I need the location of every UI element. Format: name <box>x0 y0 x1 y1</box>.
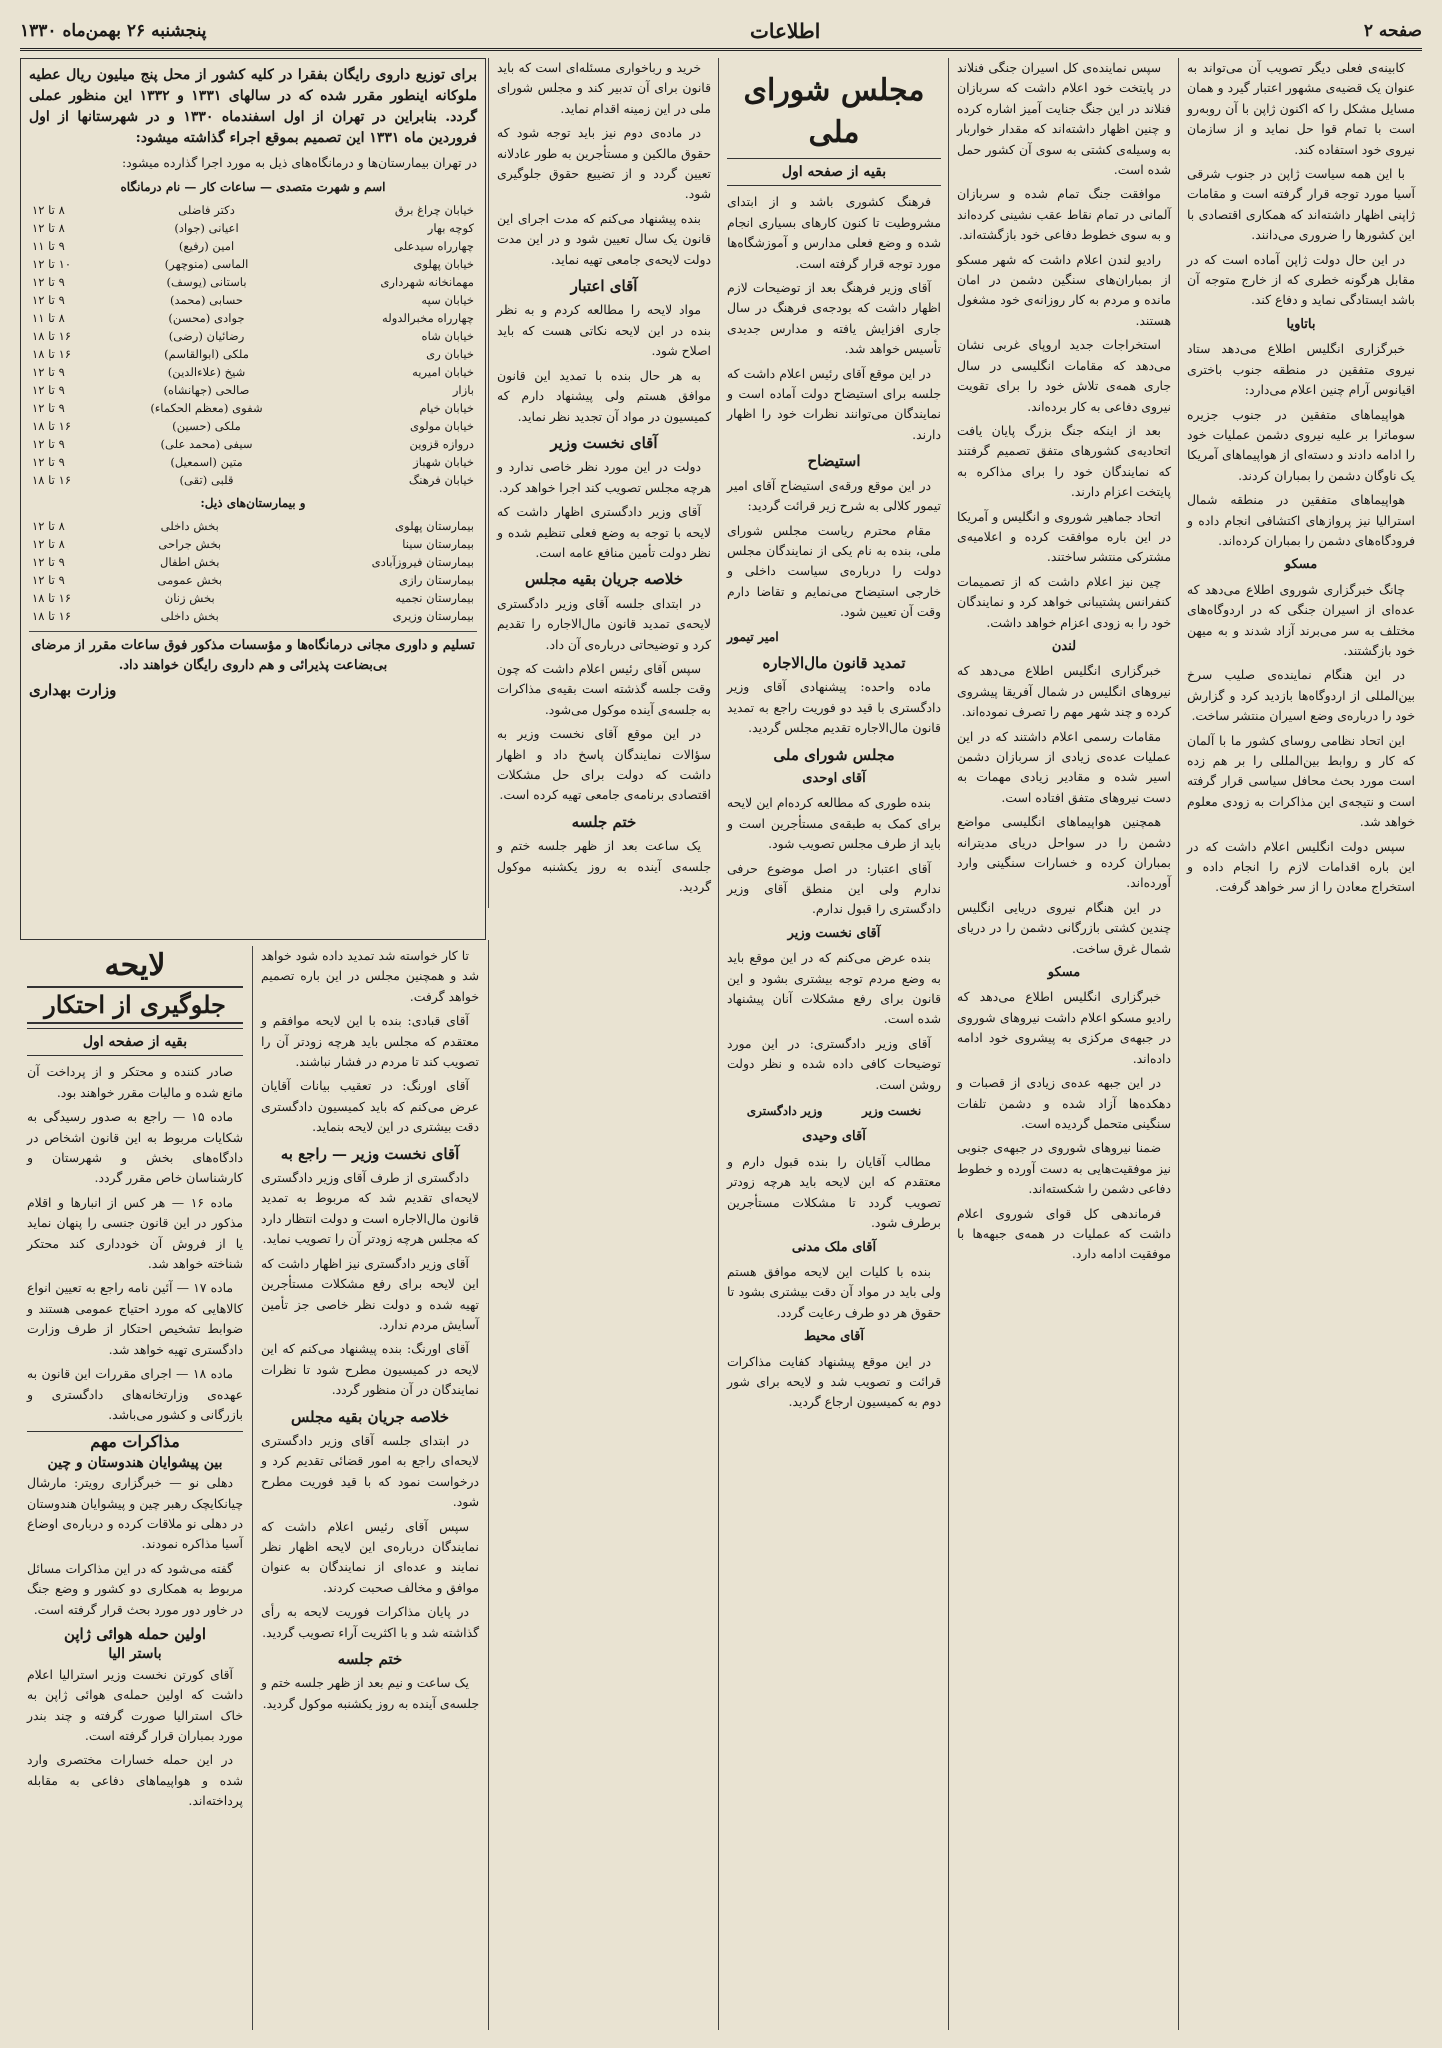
table-cell-name: بخش اطفال <box>160 555 220 569</box>
table-cell-hours: ۹ تا ۱۲ <box>32 365 65 379</box>
table-row <box>29 517 477 535</box>
table-cell-name: شفوی (معظم الحکماء) <box>150 401 263 415</box>
table-cell-hours: ۱۶ تا ۱۸ <box>32 419 72 433</box>
notice-intro: برای توزیع داروی رایگان بفقرا در کلیه کشور از محل پنج میلیون ریال عطیه ملوکانه اینطور مقرر شده که در سالهای ۱۳۳۱ و ۱۳۳۲ این منظور عملی گردد. بنابراین در تهران از اول اسفندماه ۱۳۳۰ و در شهرستانها از اول فروردین ماه ۱۳۳۱ این تصمیم بموقع اجراء گذاشته میشود: <box>29 67 478 146</box>
article-paragraph: در ماده‌ی دوم نیز باید توجه شود که حقوق مالکین و مستأجرین به طور عادلانه تعیین گردد و از تضییع حقوق جلوگیری شود. <box>497 125 711 202</box>
table-cell-place: خیابان شهباز <box>413 455 474 469</box>
article-paragraph: در ابتدای جلسه آقای وزیر دادگستری لایحه‌ای راجع به امور قضائی تقدیم کرد و درخواست نمود که با قید فوریت مطرح شود. <box>261 1432 479 1510</box>
table-cell-hours: ۸ تا ۱۲ <box>32 221 65 235</box>
speaker-heading: آقای محیط <box>803 1329 865 1345</box>
article-paragraph: در پایان مذاکرات فوریت لایحه به رأی گذاشته شد و با اکثریت آراء تصویب گردید. <box>261 1604 479 1640</box>
table-cell-hours: ۱۶ تا ۱۸ <box>32 473 72 487</box>
article-paragraph: خبرگزاری انگلیس اطلاع می‌دهد ستاد نیروی متفقین در منطقه جنوب باختری اقیانوس آرام چنین اعلام می‌دارد: <box>1187 341 1415 398</box>
table-cell-place: بازار <box>452 383 474 397</box>
article-paragraph: سپس نماینده‌ی کل اسیران جنگی فنلاند در پایتخت خود اعلام داشت که سربازان فنلاند در این جنگ جنایت آمیز اشاره کرده و چنین اظهار داشته‌اند که مقدار خواربار به وسیله‌ی کشتی به سوی آن کشور حمل شده است. <box>957 60 1171 178</box>
article-paragraph: چانگ خبرگزاری شوروی اطلاع می‌دهد که عده‌ای از اسیران جنگی که در اردوگاه‌های مختلف به سر می‌برند آزاد شدند و به میهن خود بازگشتند. <box>1187 581 1415 658</box>
table-row <box>29 535 477 553</box>
table-cell-hours: ۹ تا ۱۲ <box>32 401 65 415</box>
notice-note: در تهران بیمارستان‌ها و درمانگاه‌های ذیل به مورد اجرا گذارده میشود: <box>121 155 477 170</box>
column-world-news-2 <box>950 58 1178 2030</box>
column-world-news-1 <box>1180 58 1422 2030</box>
article-paragraph: آقای وزیر دادگستری: در این مورد توضیحات کافی داده شده و نظر دولت روشن است. <box>727 1035 941 1092</box>
article-paragraph: خبرگزاری انگلیس اطلاع می‌دهد که رادیو مسکو اعلام داشت نیروهای شوروی در جبهه‌ی مرکزی به پیشروی خود ادامه داده‌اند. <box>957 989 1171 1066</box>
table-cell-hours: ۱۶ تا ۱۸ <box>32 609 72 623</box>
table-cell-hours: ۸ تا ۱۲ <box>32 537 65 551</box>
dateline-heading: مسکو <box>1047 965 1081 981</box>
section-heading: ختم جلسه <box>337 1650 403 1668</box>
table-cell-name: حسابی (محمد) <box>169 293 244 307</box>
article-paragraph: گفته می‌شود که در این مذاکرات مسائل مربوط به همکاری دو کشور و وضع جنگ در خاور دور مورد بحث قرار گرفته است. <box>27 1560 243 1617</box>
article-paragraph: هواپیماهای متفقین در جنوب جزیره سوماترا بر علیه نیروی دشمن عملیات خود را ادامه دادند و دسته‌ای از هواپیماهای آمریکا یک ناوگان دشمن را بمباران کردند. <box>1187 406 1415 483</box>
table-cell-place: خیابان ری <box>426 347 474 361</box>
table-cell-hours: ۱۰ تا ۱۲ <box>32 257 72 271</box>
table-cell-name: امین (رفیع) <box>178 239 235 253</box>
table-cell-hours: ۸ تا ۱۲ <box>32 203 65 217</box>
table-cell-hours: ۱۶ تا ۱۸ <box>32 347 72 361</box>
article-paragraph: مطالب آقایان را بنده قبول دارم و معتقدم که این لایحه باید هرچه زودتر تصویب گردد تا مشکلات مستأجرین برطرف شود. <box>727 1153 941 1231</box>
table-cell-place: بیمارستان رازی <box>399 573 474 587</box>
article-paragraph: دولت در این مورد نظر خاصی ندارد و هرچه مجلس تصویب کند اجرا خواهد کرد. <box>497 459 711 495</box>
signature: نخست وزیر <box>861 1104 922 1119</box>
article-paragraph: چین نیز اعلام داشت که از تصمیمات کنفرانس پشتیبانی خواهد کرد و نمایندگان خود را به زودی اعزام خواهد داشت. <box>957 573 1171 630</box>
table-row <box>29 453 477 471</box>
article-paragraph: مواد لایحه را مطالعه کردم و به نظر بنده در این لایحه نکاتی هست که باید اصلاح شود. <box>497 302 711 359</box>
table-cell-place: خیابان خیام <box>419 401 474 415</box>
column-majlis <box>720 58 948 2030</box>
section-heading: خلاصه جریان بقیه مجلس <box>524 570 684 589</box>
article-paragraph: در این حمله خسارات مختصری وارد شده و هواپیماهای دفاعی به مقابله پرداخته‌اند. <box>27 1752 243 1809</box>
article-paragraph: در این موقع پیشنهاد کفایت مذاکرات قرائت و تصویب شد و لایحه برای شور دوم به کمیسیون ارجاع گردید. <box>727 1353 941 1410</box>
table-cell-hours: ۱۶ تا ۱۸ <box>32 329 72 343</box>
dateline-heading: مسکو <box>1284 557 1318 573</box>
column-rule <box>252 946 253 2030</box>
news-headline: مذاکرات مهم <box>27 1431 243 1452</box>
column-majlis-summary <box>254 946 486 2030</box>
news-subheadline: باستر الیا <box>108 1646 162 1663</box>
article-paragraph: بنده با کلیات این لایحه موافق هستم ولی باید در مواد آن دقت بیشتری بشود تا حقوق هر دو طرف رعایت گردد. <box>727 1263 941 1320</box>
article-paragraph: فرماندهی کل قوای شوروی اعلام داشت که عملیات در همه‌ی جبهه‌ها با موفقیت ادامه دارد. <box>957 1205 1171 1262</box>
table-row <box>29 237 477 255</box>
table-cell-name: ملکی (ابوالقاسم) <box>164 347 249 361</box>
article-paragraph: یک ساعت بعد از ظهر جلسه ختم و جلسه‌ی آینده به روز یکشنبه موکول گردید. <box>497 838 711 895</box>
table-cell-name: بخش زنان <box>164 591 215 605</box>
speaker-heading: آقای وحیدی <box>802 1129 866 1145</box>
section-heading: استیضاح <box>807 452 861 471</box>
article-paragraph: خرید و رباخواری مسئله‌ای است که باید قانون برای آن تدبیر کند و مجلس شورای ملی در این زمینه اقدام نماید. <box>497 60 711 116</box>
table-row <box>29 255 477 273</box>
table-cell-hours: ۸ تا ۱۱ <box>32 311 65 325</box>
paper-name: اطلاعات <box>750 19 821 43</box>
table-row <box>29 399 477 417</box>
article-paragraph: در این هنگام نیروی دریایی انگلیس چندین کشتی بازرگانی دشمن را در دریای شمال غرق ساخت. <box>957 899 1171 956</box>
article-paragraph: فرهنگ کشوری باشد و از ابتدای مشروطیت تا کنون کارهای بسیاری انجام شده و وضع فعلی مدارس و آموزشگاه‌ها مورد توجه قرار گرفته است. <box>727 194 941 271</box>
column-majlis-cont <box>490 58 718 2030</box>
table-cell-name: رضائیان (رضی) <box>168 329 245 343</box>
table-cell-place: خیابان شاه <box>421 329 474 343</box>
table-cell-place: بیمارستان نجمیه <box>395 591 474 605</box>
article-paragraph: در این جبهه عده‌ی زیادی از قصبات و دهکده‌ها آزاد شده و دشمن تلفات سنگینی متحمل گردیده است. <box>957 1075 1171 1131</box>
table-row <box>29 435 477 453</box>
article-paragraph: ماده ۱۷ — آئین نامه راجع به تعیین انواع کالاهایی که مورد احتیاج عمومی هستند و ضوابط تشخیص احتکار از طرف وزارت دادگستری تهیه خواهد شد. <box>27 1280 243 1357</box>
section-heading: خلاصه جریان بقیه مجلس <box>290 1407 450 1426</box>
table-cell-place: خیابان مولوی <box>410 419 474 433</box>
article-paragraph: بنده طوری که مطالعه کرده‌ام این لایحه برای کمک به طبقه‌ی مستأجرین است و باید از طرف مجلس تصویب شود. <box>727 795 941 852</box>
signature: وزیر دادگستری <box>746 1104 823 1119</box>
article-paragraph: کابینه‌ی فعلی دیگر تصویب آن می‌تواند به عنوان یک قضیه‌ی مشهور اعتبار گیرد و همان مسایل مشکل را که اکنون ژاپن با آن روبه‌رو است با تمام قوا حل نماید و از سازمان نیروی خود استفاده کند. <box>1187 60 1415 157</box>
majlis-headline: مجلس شورای ملی <box>743 73 925 150</box>
table-cell-place: چهارراه مخبرالدوله <box>382 311 474 325</box>
article-paragraph: به هر حال بنده با تمدید این قانون موافق هستم ولی پیشنهاد دارم که کمیسیون در مواد آن تجدید نظر نماید. <box>497 367 711 424</box>
article-paragraph: ماده ۱۶ — هر کس از انبارها و اقلام مذکور در این قانون جنسی را پنهان نماید یا از فروش آن خودداری کند محتکر شناخته خواهد شد. <box>27 1194 243 1272</box>
article-paragraph: مقام محترم ریاست مجلس شورای ملی، بنده به نام یکی از نمایندگان مجلس دولت را درباره‌ی سیاست داخلی و خارجی استیضاح می‌نمایم و تقاضا دارم وقت آن تعیین شود. <box>727 522 941 620</box>
masthead <box>20 14 1422 51</box>
speaker-heading: آقای نخست وزیر <box>787 925 881 941</box>
article-paragraph: آقای وزیر دادگستری نیز اظهار داشت که این لایحه برای رفع مشکلات مستأجرین تهیه شده و دولت نظر خاصی جز تأمین آسایش مردم ندارد. <box>261 1255 479 1332</box>
article-paragraph: بعد از اینکه جنگ بزرگ پایان یافت اتحادیه‌ی کشورهای متفق تصمیم گرفتند که نمایندگان خود را برای مذاکره به پایتخت اعزام دارند. <box>957 422 1171 500</box>
page-number: صفحه ۲ <box>1363 21 1422 41</box>
clinic-table <box>29 201 477 489</box>
bill-headline: جلوگیری از احتکار <box>27 986 243 1024</box>
dateline-heading: باتاویا <box>1286 316 1316 332</box>
article-paragraph: این اتحاد نظامی روسای کشور ما با آلمان که کار و روابط بین‌المللی را بر هم زده است مورد بحث محافل سیاسی قرار گرفته است و نتیجه‌ی این مذاکرات به زودی معلوم خواهد شد. <box>1187 732 1415 830</box>
table-row <box>29 327 477 345</box>
article-paragraph: آقای وزیر دادگستری اظهار داشت که لایحه با توجه به وضع فعلی تنظیم شده و نظر دولت تأمین منافع عامه است. <box>497 504 711 560</box>
article-paragraph: یک ساعت و نیم بعد از ظهر جلسه ختم و جلسه‌ی آینده به روز یکشنبه موکول گردید. <box>261 1675 479 1711</box>
table-cell-hours: ۹ تا ۱۲ <box>32 275 65 289</box>
column-rule <box>488 940 489 2030</box>
table-cell-name: بخش داخلی <box>160 609 219 623</box>
table-cell-hours: ۹ تا ۱۲ <box>32 293 65 307</box>
table-cell-place: بیمارستان وزیری <box>392 609 474 623</box>
article-paragraph: در این موقع ورقه‌ی استیضاح آقای امیر تیمور کلالی به شرح زیر قرائت گردید: <box>727 477 941 514</box>
table-cell-hours: ۸ تا ۱۲ <box>32 519 65 533</box>
table-cell-place: خیابان چراغ برق <box>394 203 474 217</box>
table-cell-hours: ۹ تا ۱۲ <box>32 383 65 397</box>
article-paragraph: همچنین هواپیماهای انگلیسی مواضع دشمن را در سواحل دریای مدیترانه بمباران کرده و خسارات سنگینی وارد آورده‌اند. <box>957 814 1171 891</box>
dateline-heading: لندن <box>1051 638 1077 654</box>
table-cell-place: خیابان پهلوی <box>413 257 474 271</box>
table-cell-hours: ۹ تا ۱۲ <box>32 437 65 451</box>
table-cell-place: خیابان امیریه <box>412 365 474 379</box>
table-cell-hours: ۱۶ تا ۱۸ <box>32 591 72 605</box>
article-paragraph: بنده پیشنهاد می‌کنم که مدت اجرای این قانون یک سال تعیین شود و در این مدت دولت لایحه‌ی جامعی تهیه نماید. <box>497 210 711 267</box>
article-paragraph: آقای وزیر فرهنگ بعد از توضیحات لازم اظهار داشت که بودجه‌ی فرهنگ در سال جاری افزایش یافته و مدارس جدیدی تأسیس خواهد شد. <box>727 280 941 357</box>
notice-table-header: اسم و شهرت متصدی — ساعات کار — نام درمانگاه <box>120 180 386 194</box>
article-paragraph: آقای اورنگ: در تعقیب بیانات آقایان عرض می‌کنم که باید کمیسیون دادگستری دقت بیشتری در این لایحه بنماید. <box>261 1078 479 1135</box>
table-cell-name: الماسی (منوچهر) <box>164 257 249 271</box>
article-paragraph: در این هنگام نماینده‌ی صلیب سرخ بین‌المللی از اردوگاه‌ها بازدید کرد و گزارش خود را درباره‌ی وضع اسیران منتشر ساخت. <box>1187 667 1415 724</box>
signature: امیر تیمور <box>727 628 779 644</box>
table-row <box>29 471 477 489</box>
article-paragraph: ماده ۱۵ — راجع به صدور رسیدگی به شکایات مربوط به این قانون اشخاص در دادگاه‌های بخش و شهرستان و کارشناسان خاص مقرر گردد. <box>27 1109 243 1186</box>
table-row <box>29 607 477 625</box>
column-rule <box>948 58 949 2030</box>
article-paragraph: سپس دولت انگلیس اعلام داشت که در این باره اقدامات لازم را انجام داده و استخراج معادن را از سر خواهد گرفت. <box>1187 838 1415 895</box>
table-cell-name: صالحی (جهانشاه) <box>163 383 250 397</box>
table-cell-place: چهارراه سیدعلی <box>394 239 474 253</box>
article-paragraph: خبرگزاری انگلیس اطلاع می‌دهد که نیروهای انگلیس در شمال آفریقا پیشروی کرده و چند شهر مهم را تصرف نموده‌اند. <box>957 663 1171 720</box>
article-paragraph: آقای قبادی: بنده با این لایحه موافقم و معتقدم که مجلس باید هرچه زودتر آن را تصویب کند تا مردم در فشار نباشند. <box>261 1013 479 1070</box>
table-cell-name: قلبی (تقی) <box>179 473 234 487</box>
notice-footer: تسلیم و داوری مجانی درمانگاه‌ها و مؤسسات مذکور فوق ساعات مقرر از مرضای بی‌بضاعت پذیرائی و هم داروی رایگان خواهند داد. <box>29 631 477 676</box>
bill-title: لایحه <box>104 948 166 983</box>
table-cell-place: بیمارستان سینا <box>402 537 474 551</box>
table-cell-place: کوچه بهار <box>427 221 474 235</box>
news-headline: اولین حمله هوائی ژاپن <box>63 1624 207 1643</box>
section-heading: مجلس شورای ملی <box>773 745 895 764</box>
table-row <box>29 309 477 327</box>
hospital-table <box>29 517 477 625</box>
article-paragraph: مقامات رسمی اعلام داشتند که در این عملیات عده‌ی زیادی از سربازان دشمن اسیر شده و مقادیر زیادی مهمات به دست نیروهای متفق افتاده است. <box>957 728 1171 805</box>
continued-from-label: بقیه از صفحه اول <box>27 1028 243 1056</box>
column-hoarding-bill <box>20 946 250 2030</box>
notice-signoff: وزارت بهداری <box>29 681 117 699</box>
article-paragraph: در این موقع آقای رئیس اعلام داشت که جلسه برای استیضاح دولت آماده است و نمایندگان می‌توانند نظرات خود را اظهار دارند. <box>727 365 941 442</box>
article-paragraph: رادیو لندن اعلام داشت که شهر مسکو از بمباران‌های سنگین دشمن در امان مانده و مردم به کار روزانه‌ی خود مشغول هستند. <box>957 251 1171 328</box>
article-paragraph: سپس آقای رئیس اعلام داشت که چون وقت جلسه گذشته است بقیه‌ی مذاکرات به جلسه‌ی آینده موکول می‌شود. <box>497 660 711 717</box>
speaker-heading: آقای نخست وزیر — راجع به <box>280 1144 460 1163</box>
article-paragraph: اتحاد جماهیر شوروی و انگلیس و آمریکا در این باره موافقت کرده و اعلامیه‌ی مشترکی منتشر ساختند. <box>957 508 1171 565</box>
article-paragraph: بنده عرض می‌کنم که در این موقع باید به وضع مردم توجه بیشتری بشود و این قانون برای رفع مشکلات آنان پیشنهاد شده است. <box>727 950 941 1027</box>
table-cell-name: سیفی (محمد علی) <box>160 437 253 451</box>
column-rule <box>718 58 719 2030</box>
table-row <box>29 417 477 435</box>
table-cell-name: اعیانی (جواد) <box>174 221 239 235</box>
table-row <box>29 553 477 571</box>
section-heading: تمدید قانون مال‌الاجاره <box>762 653 906 672</box>
article-paragraph: در این حال دولت ژاپن آماده است که در مقابل هرگونه خطری که از خارج متوجه آن باشد ایستادگی نماید و دفاع کند. <box>1187 251 1415 308</box>
article-paragraph: هواپیماهای متفقین در منطقه شمال استرالیا نیز پروازهای اکتشافی انجام داده و فرودگاه‌های دشمن را بمباران کرده‌اند. <box>1187 492 1415 548</box>
table-cell-place: خیابان سپه <box>421 293 474 307</box>
article-paragraph: استخراجات جدید اروپای غربی نشان می‌دهد که مقامات انگلیسی در سال جاری همه‌ی تلاش خود را برای تقویت نیروی دفاعی به کار برده‌اند. <box>957 337 1171 414</box>
signature-row <box>727 1101 941 1121</box>
table-cell-name: متین (اسمعیل) <box>170 455 243 469</box>
table-row <box>29 381 477 399</box>
speaker-heading: آقای نخست وزیر <box>550 433 658 452</box>
article-paragraph: تا کار خواسته شد تمدید داده شود خواهد شد و همچنین مجلس در این باره تصمیم خواهد گرفت. <box>261 948 479 1004</box>
table-cell-place: بیمارستان فیروزآبادی <box>371 555 474 569</box>
article-paragraph: در این موقع آقای نخست وزیر به سؤالات نمایندگان پاسخ داد و اظهار داشت که دولت برای حل مشکلات اقتصادی برنامه‌ی جامعی تهیه کرده است. <box>497 726 711 803</box>
table-cell-place: خیابان فرهنگ <box>408 473 474 487</box>
article-paragraph: در ابتدای جلسه آقای وزیر دادگستری لایحه‌ی تمدید قانون مال‌الاجاره را تقدیم کرد و توضیحاتی درباره‌ی آن داد. <box>497 595 711 652</box>
table-row <box>29 589 477 607</box>
article-paragraph: آقای اورنگ: بنده پیشنهاد می‌کنم که این لایحه در کمیسیون مطرح شود تا نظرات نمایندگان در آن منظور گردد. <box>261 1341 479 1398</box>
news-subheadline: بین پیشوایان هندوستان و چین <box>47 1454 223 1471</box>
table-cell-name: شیخ (علاءالدین) <box>167 365 246 379</box>
table-cell-name: بخش جراحی <box>158 537 222 551</box>
speaker-heading: آقای ملک مدنی <box>791 1239 877 1255</box>
article-paragraph: با این همه سیاست ژاپن در جنوب شرقی آسیا مورد توجه قرار گرفته است و مقامات ژاپنی اظهار داشته‌اند که همکاری اقتصادی با این کشورها را ضروری می‌دانند. <box>1187 166 1415 243</box>
table-row <box>29 273 477 291</box>
table-cell-name: باستانی (یوسف) <box>166 275 247 289</box>
table-cell-name: جوادی (محسن) <box>168 311 245 325</box>
continued-from-label: بقیه از صفحه اول <box>727 158 941 186</box>
article-paragraph: ماده ۱۸ — اجرای مقررات این قانون به عهده‌ی وزارتخانه‌های دادگستری و بازرگانی و کشور می‌باشد. <box>27 1366 243 1422</box>
table-row <box>29 201 477 219</box>
speaker-heading: آقای اعتبار <box>570 277 638 296</box>
article-paragraph: موافقت جنگ تمام شده و سربازان آلمانی در تمام نقاط عقب نشینی کرده‌اند و به سوی خطوط دفاعی خود بازگشته‌اند. <box>957 186 1171 243</box>
table-cell-place: مهمانخانه شهرداری <box>380 275 474 289</box>
medicine-distribution-notice <box>20 58 486 940</box>
article-paragraph: صادر کننده و محتکر و از پرداخت آن مانع شده و مالیات مقرر خواهند بود. <box>27 1064 243 1100</box>
article-paragraph: ضمنا نیروهای شوروی در جبهه‌ی جنوبی نیز موفقیت‌هایی به دست آورده و خطوط دفاعی دشمن را شکسته‌اند. <box>957 1140 1171 1197</box>
table-cell-name: دکتر فاضلی <box>178 203 235 217</box>
table-row <box>29 571 477 589</box>
speaker-heading: آقای اوحدی <box>802 770 866 786</box>
notice-note: و بیمارستان‌های ذیل: <box>200 496 306 510</box>
table-cell-name: بخش عمومی <box>157 573 223 587</box>
table-row <box>29 345 477 363</box>
table-cell-hours: ۹ تا ۱۲ <box>32 573 65 587</box>
article-paragraph: سپس آقای رئیس اعلام داشت که نمایندگان درباره‌ی این لایحه اظهار نظر نمایند و عده‌ای از نمایندگان به عنوان موافق و مخالف صحبت کردند. <box>261 1518 479 1595</box>
table-cell-hours: ۹ تا ۱۲ <box>32 555 65 569</box>
article-paragraph: دهلی نو — خبرگزاری رویتر: مارشال چیانکایچک رهبر چین و پیشوایان هندوستان در دهلی نو ملاقات کرده و درباره‌ی اوضاع آسیا مذاکره نمودند. <box>27 1475 243 1552</box>
column-rule <box>1178 58 1179 2030</box>
table-row <box>29 219 477 237</box>
table-cell-name: ملکی (حسین) <box>172 419 241 433</box>
table-cell-place: بیمارستان پهلوی <box>395 519 474 533</box>
column-rule <box>488 58 489 908</box>
article-paragraph: آقای اعتبار: در اصل موضوع حرفی ندارم ولی این منطق آقای وزیر دادگستری را قبول ندارم. <box>727 860 941 917</box>
article-paragraph: دادگستری از طرف آقای وزیر دادگستری لایحه‌ای تقدیم شد که مربوط به تمدید قانون مال‌الاجاره است و دولت انتظار دارد که مجلس هرچه زودتر آن را تصویب نماید. <box>261 1170 479 1247</box>
table-cell-hours: ۹ تا ۱۲ <box>32 455 65 469</box>
table-cell-name: بخش داخلی <box>160 519 219 533</box>
article-paragraph: ماده واحده: پیشنهادی آقای وزیر دادگستری با قید دو فوریت راجع به تمدید قانون مال‌الاجاره تقدیم مجلس گردید. <box>727 679 941 736</box>
issue-date: پنجشنبه ۲۶ بهمن‌ماه ۱۳۳۰ <box>20 21 207 41</box>
table-cell-place: دروازه قزوین <box>409 437 474 451</box>
table-row <box>29 291 477 309</box>
table-cell-hours: ۹ تا ۱۱ <box>32 239 65 253</box>
section-heading: ختم جلسه <box>571 812 637 831</box>
table-row <box>29 363 477 381</box>
article-paragraph: آقای کورتن نخست وزیر استرالیا اعلام داشت که اولین حمله‌ی هوائی ژاپن به خاک استرالیا صورت گرفته و چند بندر مورد بمباران قرار گرفته است. <box>27 1666 243 1743</box>
